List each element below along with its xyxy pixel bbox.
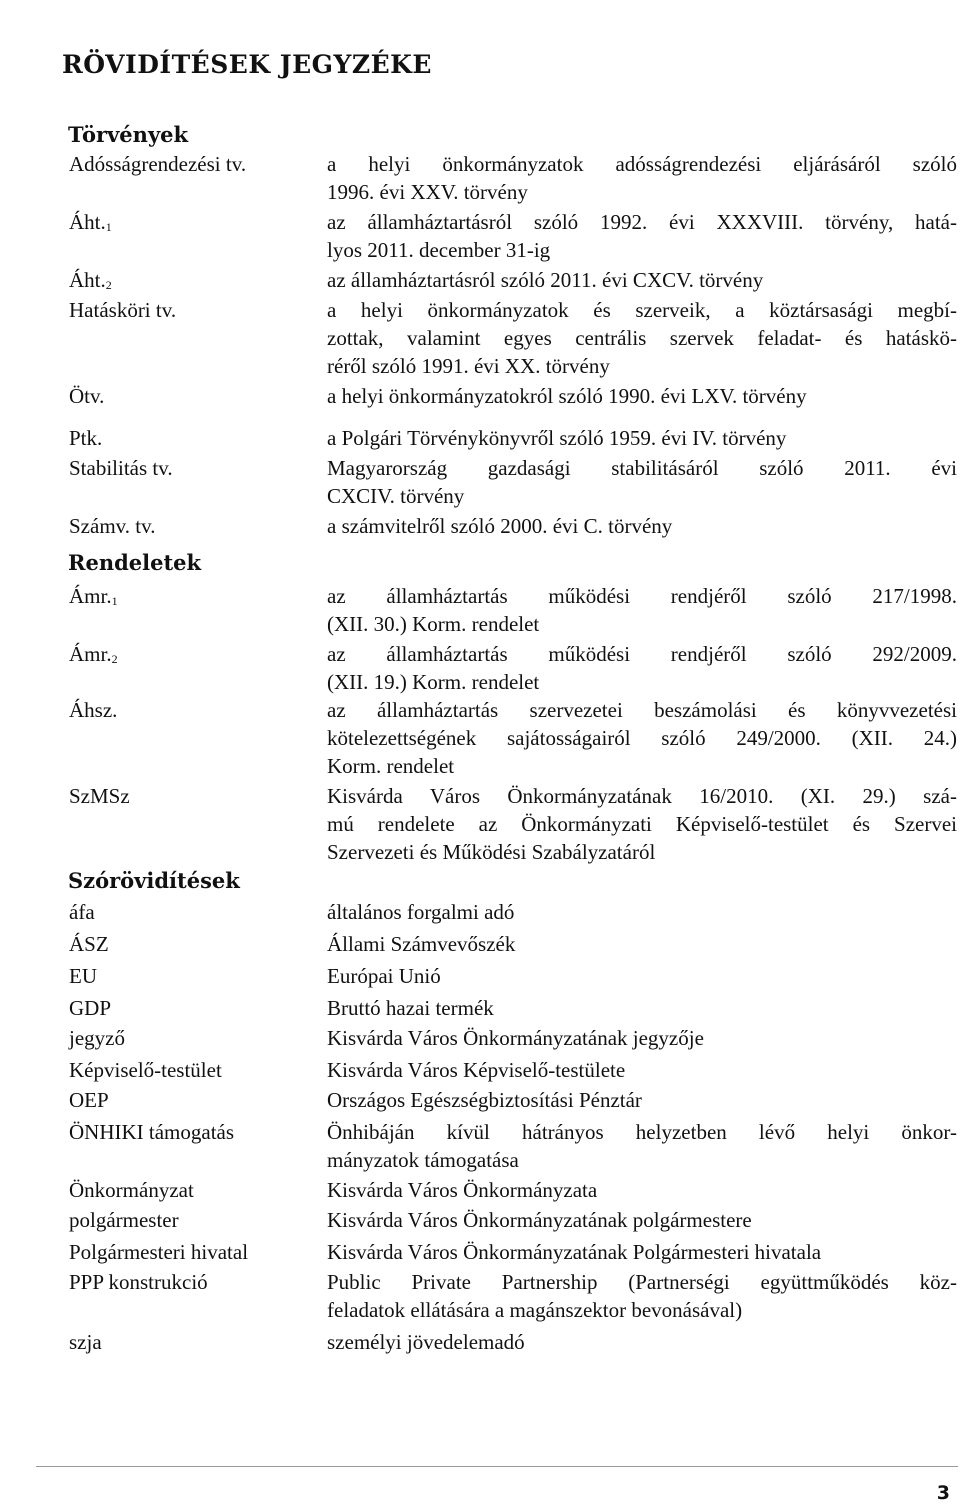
abbreviation-term (69, 696, 117, 724)
abbreviation-term (69, 382, 104, 410)
abbreviation-definition (327, 208, 957, 264)
abbreviation-definition (327, 1086, 957, 1114)
abbreviation-term (69, 1328, 102, 1356)
abbreviation-definition (327, 1024, 957, 1052)
definition-line: 1996. évi XXV. törvény (327, 180, 528, 204)
definition-line: Kisvárda Város Önkormányzatának 16/2010. (XI. 29.) szá- (327, 784, 957, 808)
term-text: Stabilitás tv. (69, 456, 173, 480)
abbreviation-term (69, 1176, 194, 1204)
term-text: jegyző (69, 1026, 125, 1050)
term-text: GDP (69, 996, 112, 1020)
term-text: Ámr. (69, 584, 112, 608)
term-text: ÖNHIKI támogatás (69, 1120, 235, 1144)
page-number: 3 (936, 1482, 950, 1504)
abbreviation-term (69, 640, 118, 673)
definition-line: Országos Egészségbiztosítási Pénztár (327, 1088, 642, 1112)
abbreviation-term (69, 1024, 125, 1052)
abbreviation-definition (327, 782, 957, 866)
definition-line: réről szóló 1991. évi XX. törvény (327, 354, 610, 378)
definition-line: Európai Unió (327, 964, 441, 988)
term-text: Áht. (69, 268, 106, 292)
abbreviation-definition (327, 1206, 957, 1234)
abbreviation-definition (327, 696, 957, 780)
page-title: RÖVIDÍTÉSEK JEGYZÉKE (62, 50, 432, 79)
abbreviation-definition (327, 640, 957, 696)
definition-line: a Polgári Törvénykönyvről szóló 1959. évi IV. törvény (327, 426, 787, 450)
section-heading-decrees: Rendeletek (68, 550, 202, 575)
term-text: OEP (69, 1088, 109, 1112)
abbreviation-definition (327, 930, 957, 958)
definition-line: CXCIV. törvény (327, 484, 465, 508)
abbreviation-definition (327, 962, 957, 990)
section-heading-short: Szórövidítések (68, 868, 240, 893)
abbreviation-term (69, 1056, 222, 1084)
term-text: áfa (69, 900, 95, 924)
abbreviation-definition (327, 512, 957, 540)
definition-line: Magyarország gazdasági stabilitásáról szóló 2011. évi (327, 456, 957, 480)
abbreviation-term (69, 266, 112, 299)
definition-line: (XII. 19.) Korm. rendelet (327, 670, 540, 694)
term-text: EU (69, 964, 97, 988)
definition-line: Kisvárda Város Önkormányzata (327, 1178, 598, 1202)
section-heading-laws: Törvények (68, 122, 189, 147)
term-text: SzMSz (69, 784, 130, 808)
definition-line: a számvitelről szóló 2000. évi C. törvény (327, 514, 673, 538)
definition-line: Kisvárda Város Önkormányzatának Polgármesteri hivatala (327, 1240, 822, 1264)
abbreviation-term (69, 454, 173, 482)
definition-line: zottak, valamint egyes centrális szervek feladat- és hatáskö- (327, 326, 957, 350)
term-text: PPP konstrukció (69, 1270, 208, 1294)
definition-line: Korm. rendelet (327, 754, 455, 778)
definition-line: az államháztartás működési rendjéről szóló 217/1998. (327, 584, 957, 608)
definition-line: kötelezettségének sajátosságairól szóló 249/2000. (XII. 24.) (327, 726, 957, 750)
abbreviation-term (69, 1238, 248, 1266)
term-text: Önkormányzat (69, 1178, 194, 1202)
abbreviation-definition (327, 424, 957, 452)
footer-divider (36, 1466, 958, 1467)
definition-line: személyi jövedelemadó (327, 1330, 525, 1354)
definition-line: az államháztartásról szóló 2011. évi CXCV. törvény (327, 268, 764, 292)
abbreviation-definition (327, 266, 957, 294)
abbreviation-term (69, 208, 112, 241)
definition-line: mányzatok támogatása (327, 1148, 519, 1172)
definition-line: Kisvárda Város Önkormányzatának jegyzője (327, 1026, 704, 1050)
definition-line: Bruttó hazai termék (327, 996, 494, 1020)
abbreviation-term (69, 782, 130, 810)
definition-line: általános forgalmi adó (327, 900, 515, 924)
abbreviation-definition (327, 1176, 957, 1204)
term-text: szja (69, 1330, 102, 1354)
definition-line: Kisvárda Város Önkormányzatának polgármestere (327, 1208, 752, 1232)
term-text: Polgármesteri hivatal (69, 1240, 249, 1264)
abbreviation-definition (327, 1056, 957, 1084)
term-text: Ötv. (69, 384, 105, 408)
term-subscript: 1 (111, 594, 118, 608)
definition-line: az államháztartásról szóló 1992. évi XXXVIII. törvény, hatá- (327, 210, 957, 234)
definition-line: feladatok ellátására a magánszektor bevonásával) (327, 1298, 743, 1322)
abbreviation-term (69, 898, 95, 926)
abbreviation-term (69, 1118, 234, 1146)
abbreviation-definition (327, 1268, 957, 1324)
definition-line: a helyi önkormányzatokról szóló 1990. évi LXV. törvény (327, 384, 807, 408)
definition-line: (XII. 30.) Korm. rendelet (327, 612, 540, 636)
abbreviation-definition (327, 454, 957, 510)
abbreviation-term (69, 1268, 208, 1296)
term-text: Képviselő-testület (69, 1058, 222, 1082)
definition-line: az államháztartás szervezetei beszámolási és könyvvezetési (327, 698, 957, 722)
term-text: Áhsz. (69, 698, 118, 722)
definition-line: a helyi önkormányzatok adósságrendezési eljárásáról szóló (327, 152, 957, 176)
abbreviation-definition (327, 1328, 957, 1356)
abbreviation-term (69, 1206, 179, 1234)
abbreviation-term (69, 930, 109, 958)
term-text: Ptk. (69, 426, 103, 450)
abbreviation-definition (327, 296, 957, 380)
abbreviation-term (69, 962, 97, 990)
definition-line: Állami Számvevőszék (327, 932, 516, 956)
abbreviation-definition (327, 994, 957, 1022)
term-text: Ámr. (69, 642, 112, 666)
abbreviation-definition (327, 898, 957, 926)
abbreviation-term (69, 1086, 109, 1114)
abbreviation-definition (327, 382, 957, 410)
term-text: ÁSZ (69, 932, 109, 956)
definition-line: Önhibáján kívül hátrányos helyzetben lévő helyi önkor- (327, 1120, 957, 1144)
term-text: Hatásköri tv. (69, 298, 177, 322)
abbreviation-term (69, 994, 111, 1022)
abbreviation-term (69, 512, 156, 540)
definition-line: Kisvárda Város Képviselő-testülete (327, 1058, 626, 1082)
definition-line: Szervezeti és Működési Szabályzatáról (327, 840, 656, 864)
definition-line: az államháztartás működési rendjéről szóló 292/2009. (327, 642, 957, 666)
abbreviation-definition (327, 150, 957, 206)
term-text: Áht. (69, 210, 106, 234)
term-subscript: 1 (105, 220, 112, 234)
term-subscript: 2 (111, 652, 118, 666)
abbreviation-term (69, 424, 102, 452)
abbreviation-term (69, 582, 118, 615)
abbreviation-definition (327, 582, 957, 638)
abbreviation-definition (327, 1238, 957, 1266)
definition-line: lyos 2011. december 31-ig (327, 238, 551, 262)
term-subscript: 2 (105, 278, 112, 292)
definition-line: Public Private Partnership (Partnerségi együttműködés köz- (327, 1270, 957, 1294)
abbreviation-term (69, 150, 246, 178)
definition-line: mú rendelete az Önkormányzati Képviselő-testület és Szervei (327, 812, 957, 836)
term-text: Adósságrendezési tv. (69, 152, 247, 176)
abbreviation-term (69, 296, 176, 324)
term-text: Számv. tv. (69, 514, 156, 538)
definition-line: a helyi önkormányzatok és szerveik, a köztársasági megbí- (327, 298, 957, 322)
abbreviation-definition (327, 1118, 957, 1174)
term-text: polgármester (69, 1208, 179, 1232)
